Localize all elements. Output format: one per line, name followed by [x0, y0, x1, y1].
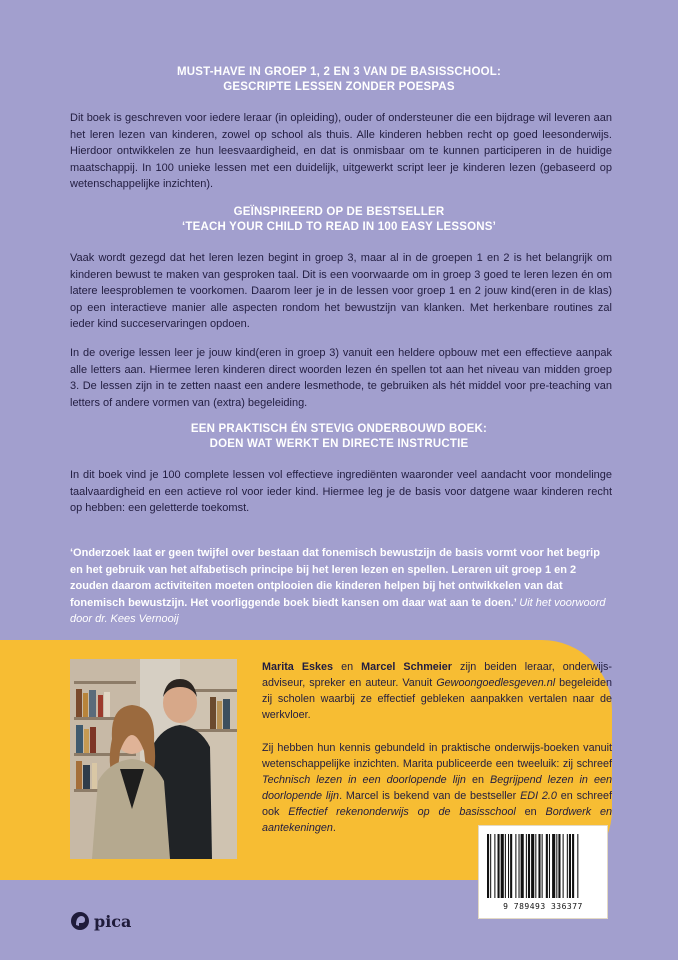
author-photo	[70, 659, 237, 859]
author-bio-1-end: begeleiden zij scholen waarbij ze effectief gebleken aanpakken vertalen naar de werkvloer.	[262, 677, 612, 721]
barcode-bar	[508, 834, 509, 898]
author-bio-2-f: .	[332, 822, 336, 834]
barcode-bar	[572, 834, 574, 898]
barcode-bar	[538, 834, 540, 898]
isbn-barcode	[478, 825, 608, 919]
barcode-bar	[546, 834, 548, 898]
author-bio-2	[262, 740, 612, 836]
section-heading-2-line2: ‘TEACH YOUR CHILD TO READ IN 100 EASY LESSONS’	[181, 221, 496, 233]
author-bio-2-a: Zij hebben hun kennis gebundeld in praktische onderwijs-boeken vanuit wetenschappelijke inzichten. Marita publiceerde een tweeluik: zij schreef	[262, 742, 612, 770]
author-bio-2-e: en	[515, 806, 546, 818]
author-name-2: Marcel Schmeier	[361, 661, 453, 673]
book-title-1: Technisch lezen in een doorlopende lijn	[262, 774, 466, 786]
book-title-4: Effectief rekenonderwijs op de basisschool	[288, 806, 516, 818]
section-heading-1	[40, 65, 638, 95]
barcode-bar	[535, 834, 536, 898]
author-bio-2-d: en schreef ook	[262, 790, 612, 818]
book-title-2: Begrijpend lezen in een doorlopende lijn	[262, 774, 612, 802]
book-title-3: EDI 2.0	[520, 790, 557, 802]
barcode-bar	[528, 834, 530, 898]
barcode-bar	[549, 834, 550, 898]
barcode-bar	[531, 834, 534, 898]
barcode-bar	[510, 834, 512, 898]
section-2-paragraph-1: Vaak wordt gezegd dat het leren lezen begint in groep 3, maar al in de groepen 1 en 2 is het belangrijk om kinderen bewust te maken van gesproken taal. Dit is een voorwaarde om in groep 3 goed te leren lezen én om latere leesproblemen te voorkomen. Daarom leer je in de lessen voor groep 1 en 2 jouw kind(eren in de klas) op een interactieve manier alle aspecten rondom het bewustzijn van klanken. Met herkenbare routines zal ieder kind succeservaringen opdoen.	[70, 252, 612, 330]
author-photo-illustration	[70, 659, 237, 859]
section-heading-1-line1: MUST-HAVE IN GROEP 1, 2 EN 3 VAN DE BASISSCHOOL:	[177, 66, 501, 78]
author-name-1: Marita Eskes	[262, 661, 334, 673]
quote-text: ‘Onderzoek laat er geen twijfel over bestaan dat fonemisch bewustzijn de basis vormt voor het begrip en het gebruik van het alfabetisch principe bij het leren lezen en spellen. Leraren uit groep 1 en 2 zouden daarom activiteiten moeten ontplooien die kinderen helpen bij het ontwikkelen van dat fonemisch bewustzijn. Het voorliggende boek biedt kansen om daar wat aan te doen.’	[70, 547, 600, 609]
author-bio-2-c: . Marcel is bekend van de bestseller	[339, 790, 521, 802]
section-heading-3-line2: DOEN WAT WERKT EN DIRECTE INSTRUCTIE	[209, 438, 469, 450]
barcode-bar	[558, 834, 560, 898]
section-heading-3	[40, 422, 638, 452]
barcode-bar	[521, 834, 524, 898]
author-conjunction: en	[333, 661, 362, 673]
barcode-bar	[490, 834, 491, 898]
barcode-bar	[552, 834, 555, 898]
isbn-number: 9 789493 336377	[503, 902, 583, 911]
author-bio-1	[262, 659, 612, 723]
book-title-5: Bordwerk en aantekeningen	[262, 806, 612, 834]
section-3-paragraph: In dit boek vind je 100 complete lessen vol effectieve ingrediënten waaronder veel aandacht voor mondelinge taalvaardigheid en een actieve rol voor ieder kind. Hiermee leg je de basis voor datgene waar kinderen recht op hebben: een geletterde toekomst.	[70, 469, 612, 514]
section-1-paragraph: Dit boek is geschreven voor iedere leraar (in opleiding), ouder of ondersteuner die een bijdrage wil leveren aan het leren lezen van kinderen, zowel op school als thuis. Alle kinderen hebben recht op goed leesonderwijs. Hierdoor ontwikkelen ze hun leesvaardigheid, en dat is onmisbaar om te kunnen participeren in de huidige maatschappij. In 100 unieke lessen met een duidelijk, uitgewerkt script leer je kinderen lezen (gebaseerd op wetenschappelijke inzichten).	[70, 112, 612, 190]
publisher-name: pica	[94, 911, 132, 931]
barcode-bar	[569, 834, 571, 898]
barcode-bar	[563, 834, 564, 898]
barcode-bar	[577, 834, 578, 898]
section-heading-2-line1: GEÏNSPIREERD OP DE BESTSELLER	[233, 206, 445, 218]
quote-source: Uit het voorwoord door dr. Kees Vernooij	[70, 596, 606, 625]
author-website: Gewoongoedlesgeven.nl	[436, 677, 556, 689]
foreword-quote	[70, 545, 615, 628]
publisher-logo-icon	[70, 911, 90, 931]
barcode-bar	[542, 834, 543, 898]
section-2-paragraph-2: In de overige lessen leer je jouw kind(eren in groep 3) vanuit een heldere opbouw met een effectieve aanpak alle letters aan. Hiermee leren kinderen direct woorden lezen én spellen tot aan het niveau van midden groep 3. De lessen zijn in te zetten naast een andere lesmethode, te gebruiken als hét middel voor pre-teaching van letters of andere vormen van (extra) begeleiding.	[70, 347, 612, 409]
barcode-bar	[526, 834, 527, 898]
section-heading-1-line2: GESCRIPTE LESSEN ZONDER POESPAS	[223, 81, 455, 93]
barcode-bar	[505, 834, 506, 898]
barcode-bar	[494, 834, 495, 898]
section-heading-2	[40, 205, 638, 235]
publisher-logo	[70, 909, 131, 933]
section-heading-3-line1: EEN PRAKTISCH ÉN STEVIG ONDERBOUWD BOEK:	[190, 423, 488, 435]
barcode-bar	[498, 834, 500, 898]
barcode-bar	[515, 834, 516, 898]
barcode-bar	[487, 834, 489, 898]
author-bio-1-text: zijn beiden leraar, onderwijs-adviseur, spreker en auteur. Vanuit	[262, 661, 612, 689]
barcode-bar	[501, 834, 504, 898]
barcode-bar	[556, 834, 557, 898]
barcode-bar	[567, 834, 568, 898]
barcode-bar	[519, 834, 520, 898]
author-bio-2-b: en	[465, 774, 491, 786]
